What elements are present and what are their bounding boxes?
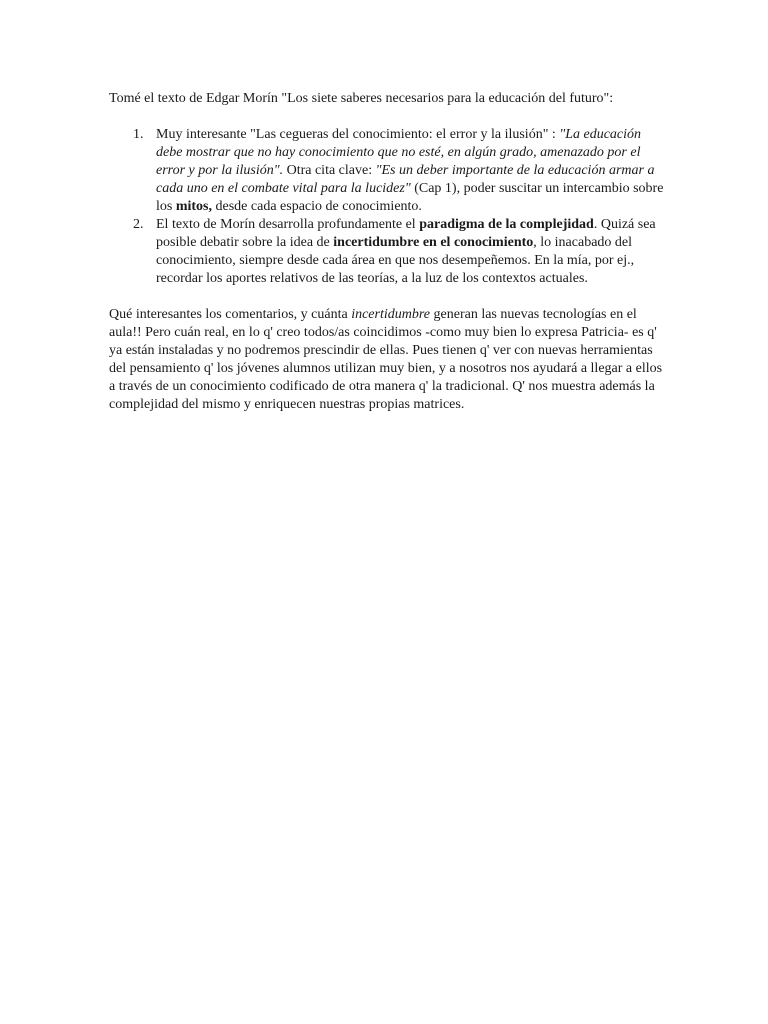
intro-text: Tomé el texto de Edgar Morín "Los siete saberes necesarios para la educación del futuro": bbox=[109, 91, 614, 106]
item-1-text-2: Otra cita clave: bbox=[283, 163, 376, 178]
numbered-list bbox=[109, 126, 664, 288]
item-1-text-1: Muy interesante "Las cegueras del conocimiento: el error y la ilusión" : bbox=[156, 127, 560, 142]
item-1-text-4: desde cada espacio de conocimiento. bbox=[212, 199, 422, 214]
item-2-text-3: , lo inacabado del conocimiento, siempre desde cada área en que nos desempeñemos. En la mía, por ej., recordar los aportes relativos de las teorías, a la luz de los contextos actuales. bbox=[156, 235, 635, 286]
item-1-bold-mitos: mitos, bbox=[175, 199, 213, 214]
item-2-text-1: El texto de Morín desarrolla profundamente el bbox=[156, 217, 420, 232]
item-1-text-3: (Cap 1), poder suscitar un intercambio sobre los bbox=[156, 181, 664, 214]
intro-paragraph bbox=[109, 90, 664, 108]
closing-paragraph bbox=[109, 306, 664, 414]
closing-text-2: generan las nuevas tecnologías en el aula!! Pero cuán real, en lo q' creo todos/as coincidimos -como muy bien lo expresa Patricia- es q' ya están instaladas y no podremos prescindir de ellas. Pues tienen q' ver con nuevas herramientas del pensamiento q' los jóvenes alumnos utilizan muy bien, y a nosotros nos ayudará a llegar a ellos a través de un conocimiento codificado de otra manera q' la tradicional. Q' nos muestra además la complejidad del mismo y enriquecen nuestras propias matrices. bbox=[109, 307, 663, 412]
list-item-2 bbox=[109, 216, 664, 288]
item-1-quote-1: "La educación debe mostrar que no hay conocimiento que no esté, en algún grado, amenazado por el error y por la ilusión". bbox=[156, 127, 642, 178]
closing-text-1: Qué interesantes los comentarios, y cuánta bbox=[109, 307, 352, 322]
item-1-quote-2: "Es un deber importante de la educación armar a cada uno en el combate vital para la lucidez" bbox=[156, 163, 655, 196]
item-2-bold-paradigma: paradigma de la complejidad bbox=[419, 217, 594, 232]
document-page bbox=[109, 90, 664, 432]
list-number-1: 1. bbox=[133, 127, 144, 142]
item-2-bold-incertidumbre: incertidumbre en el conocimiento bbox=[333, 235, 534, 250]
closing-italic-incertidumbre: incertidumbre bbox=[351, 307, 431, 322]
list-number-2: 2. bbox=[133, 217, 144, 232]
item-2-text-2: . Quizá sea posible debatir sobre la idea de bbox=[156, 217, 656, 250]
list-item-1 bbox=[109, 126, 664, 216]
